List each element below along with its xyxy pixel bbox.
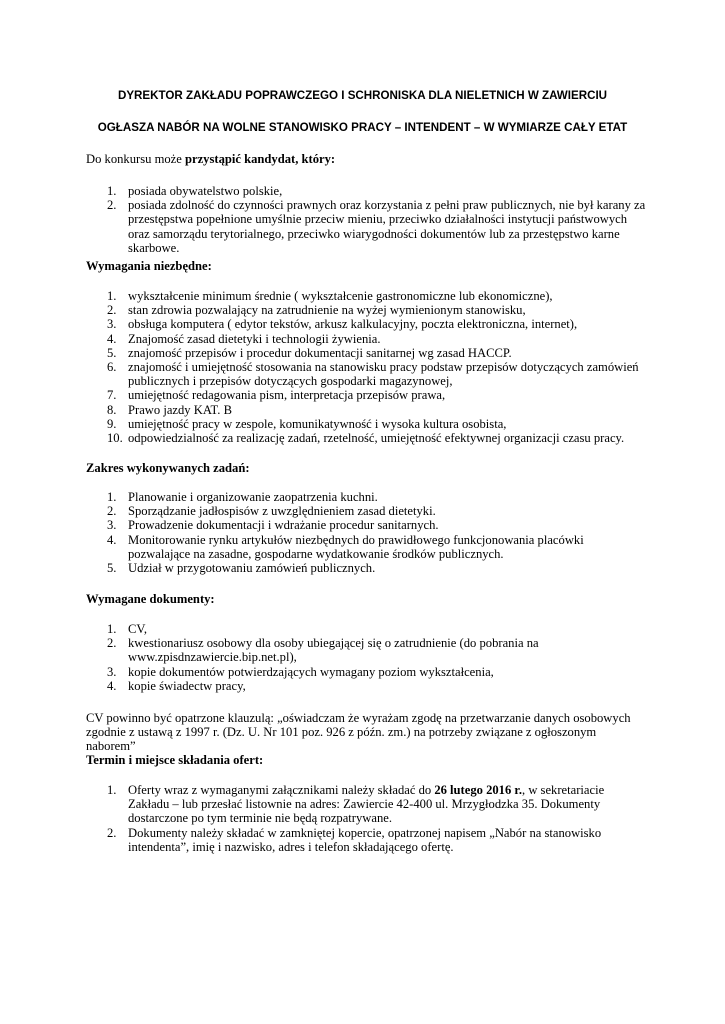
- list-item: 3. Prowadzenie dokumentacji i wdrażanie procedur sanitarnych.: [107, 518, 439, 533]
- list-item: 2. Dokumenty należy składać w zamkniętej kopercie, opatrzonej napisem „Nabór na stanowisko intendenta”, imię i nazwisko, adres i telefon składającego ofertę.: [107, 825, 602, 854]
- submission-heading: Termin i miejsce składania ofert:: [86, 753, 264, 767]
- list-item: 1. Planowanie i organizowanie zaopatrzenia kuchni.: [107, 490, 378, 504]
- cv-clause-paragraph: CV powinno być opatrzone klauzulą: „oświadczam że wyrażam zgodę na przetwarzanie danych osobowych zgodnie z ustawą z 1997 r. (Dz. U. Nr 101 poz. 926 z późn. zm.) na potrzeby związane z ogłoszonym naborem”: [86, 711, 631, 754]
- list-item: 5. znajomość przepisów i procedur dokumentacji sanitarnej wg zasad HACCP.: [107, 345, 512, 360]
- intro-text: Do konkursu może: [86, 152, 185, 166]
- director-heading: DYREKTOR ZAKŁADU POPRAWCZEGO I SCHRONISKA DLA NIELETNICH W ZAWIERCIU: [117, 89, 608, 102]
- list-item: 3. obsługa komputera ( edytor tekstów, arkusz kalkulacyjny, poczta elektroniczna, internet),: [107, 317, 578, 332]
- candidate-conditions-list: [86, 184, 646, 255]
- intro-paragraph: [86, 152, 646, 166]
- list-item: 4. Znajomość zasad dietetyki i technologii żywienia.: [107, 331, 381, 346]
- list-item: 1. posiada obywatelstwo polskie,: [107, 184, 283, 198]
- documents-heading: Wymagane dokumenty:: [86, 592, 215, 606]
- submission-list: [86, 783, 646, 854]
- documents-list: [86, 622, 646, 693]
- tasks-heading: Zakres wykonywanych zadań:: [86, 461, 250, 475]
- requirements-heading: Wymagania niezbędne:: [86, 259, 212, 273]
- list-item: 8. Prawo jazdy KAT. B: [107, 402, 232, 417]
- list-item: 7. umiejętność redagowania pism, interpretacja przepisów prawa,: [107, 388, 446, 403]
- list-item: 5. Udział w przygotowaniu zamówień publicznych.: [107, 561, 376, 576]
- list-item: 2. stan zdrowia pozwalający na zatrudnienie na wyżej wymienionym stanowisku,: [107, 303, 526, 318]
- list-item: 9. umiejętność pracy w zespole, komunikatywność i wysoka kultura osobista,: [107, 416, 507, 431]
- list-item: 2. Sporządzanie jadłospisów z uwzględnieniem zasad dietetyki.: [107, 504, 436, 519]
- list-item: 2. posiada zdolność do czynności prawnych oraz korzystania z pełni praw publicznych, nie był karany za przestępstwa popełnione umyślnie przeciw mieniu, przeciwko działalności instytucji państwowych oraz samorządu terytorialnego, przeciwko wiarygodności dokumentów lub za przestępstwo karne skarbowe.: [107, 198, 646, 255]
- list-item: 10. odpowiedzialność za realizację zadań, rzetelność, umiejętność efektywnej organizacji czasu pracy.: [107, 431, 625, 446]
- deadline-date: 26 lutego 2016 r.: [434, 783, 523, 797]
- list-item: 1. wykształcenie minimum średnie ( wykształcenie gastronomiczne lub ekonomiczne),: [107, 289, 553, 303]
- list-item: 1. CV,: [107, 622, 148, 636]
- announcement-heading: OGŁASZA NABÓR NA WOLNE STANOWISKO PRACY – INTENDENT – W WYMIARZE CAŁY ETAT: [97, 121, 628, 134]
- list-item: 2. kwestionariusz osobowy dla osoby ubiegającej się o zatrudnienie (do pobrania na www.zpisdnzawiercie.bip.net.pl),: [107, 636, 539, 665]
- list-item: 4. Monitorowanie rynku artykułów niezbędnych do prawidłowego funkcjonowania placówki pozwalające na zasadne, gospodarne wydatkowanie środków publicznych.: [107, 532, 584, 561]
- intro-bold-text: przystąpić kandydat, który:: [185, 152, 336, 166]
- tasks-list: [86, 490, 646, 575]
- list-item: 3. kopie dokumentów potwierdzających wymagany poziom wykształcenia,: [107, 664, 494, 679]
- list-item: 6. znajomość i umiejętność stosowania na stanowisku pracy podstaw przepisów dotyczących zamówień publicznych i przepisów dotyczących gospodarki magazynowej,: [107, 360, 639, 389]
- list-item: 1. Oferty wraz z wymaganymi załącznikami należy składać do 26 lutego 2016 r., w sekretariacie Zakładu – lub przesłać listownie na adres: Zawiercie 42-400 ul. Mrzygłodzka 35. Dokumenty dostarczone po tym terminie nie będą rozpatrywane.: [107, 783, 605, 826]
- list-item: 4. kopie świadectw pracy,: [107, 678, 246, 693]
- requirements-list: [86, 289, 646, 445]
